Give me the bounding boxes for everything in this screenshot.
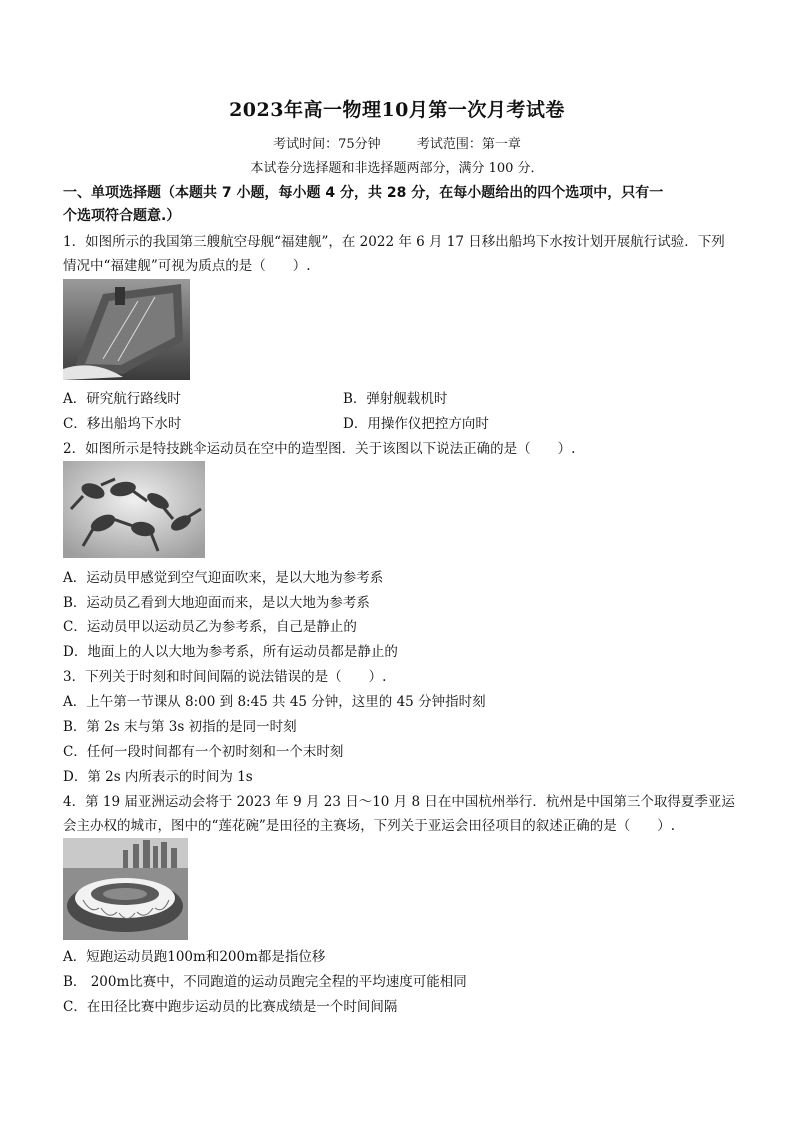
aircraft-carrier-image xyxy=(63,279,190,380)
skydivers-image xyxy=(63,461,205,558)
lotus-stadium-image xyxy=(63,838,188,940)
q2-option-d: D．地面上的人以大地为参考系，所有运动员都是静止的 xyxy=(63,644,398,660)
q2-option-a: A．运动员甲感觉到空气迎面吹来，是以大地为参考系 xyxy=(63,570,384,586)
q1-option-a: A．研究航行路线时 xyxy=(63,391,181,407)
q3-option-a: A．上午第一节课从 8:00 到 8:45 共 45 分钟，这里的 45 分钟指时刻 xyxy=(63,694,486,710)
q2-option-c: C．运动员甲以运动员乙为参考系，自己是静止的 xyxy=(63,619,357,635)
q4-stem-line2: 会主办权的城市，图中的“莲花碗”是田径的主赛场，下列关于亚运会田径项目的叙述正确的是（ ）. xyxy=(63,818,676,834)
q3-stem: 3．下列关于时刻和时间间隔的说法错误的是（ ）. xyxy=(63,669,387,685)
exam-scope: 考试范围：第一章 xyxy=(416,137,521,152)
q4-option-a: A．短跑运动员跑100m和200m都是指位移 xyxy=(63,949,326,965)
page-title: 2023年高一物理10月第一次月考试卷 xyxy=(229,99,565,121)
q2-stem: 2．如图所示是特技跳伞运动员在空中的造型图．关于该图以下说法正确的是（ ）. xyxy=(63,441,576,457)
q3-option-d: D．第 2s 内所表示的时间为 1s xyxy=(63,769,253,785)
exam-time: 考试时间：75分钟 xyxy=(273,137,381,152)
q2-option-b: B．运动员乙看到大地迎面而来，是以大地为参考系 xyxy=(63,595,370,611)
q1-option-c: C．移出船坞下水时 xyxy=(63,416,182,432)
exam-info xyxy=(0,133,794,152)
q3-option-c: C．任何一段时间都有一个初时刻和一个末时刻 xyxy=(63,744,344,760)
q3-option-b: B．第 2s 末与第 3s 初指的是同一时刻 xyxy=(63,719,297,735)
q4-option-c: C．在田径比赛中跑步运动员的比赛成绩是一个时间间隔 xyxy=(63,999,398,1015)
q4-option-b: B． 200m比赛中，不同跑道的运动员跑完全程的平均速度可能相同 xyxy=(63,974,467,990)
q1-option-d: D．用操作仪把控方向时 xyxy=(343,416,489,432)
q4-stem-line1: 4．第 19 届亚洲运动会将于 2023 年 9 月 23 日～10 月 8 日在中国杭州举行．杭州是中国第三个取得夏季亚运 xyxy=(63,794,735,810)
q1-option-b: B．弹射舰载机时 xyxy=(343,391,448,407)
section-heading-line1: 一、单项选择题（本题共 7 小题，每小题 4 分，共 28 分，在每小题给出的四个选项中，只有一 xyxy=(63,185,664,201)
section-heading-line2: 个选项符合题意.） xyxy=(63,208,181,224)
q1-stem-line1: 1．如图所示的我国第三艘航空母舰“福建舰”，在 2022 年 6 月 17 日移出船坞下水按计划开展航行试验．下列 xyxy=(63,234,725,250)
q1-stem-line2: 情况中“福建舰”可视为质点的是（ ）. xyxy=(63,258,311,274)
exam-note: 本试卷分选择题和非选择题两部分，满分 100 分． xyxy=(250,161,544,176)
